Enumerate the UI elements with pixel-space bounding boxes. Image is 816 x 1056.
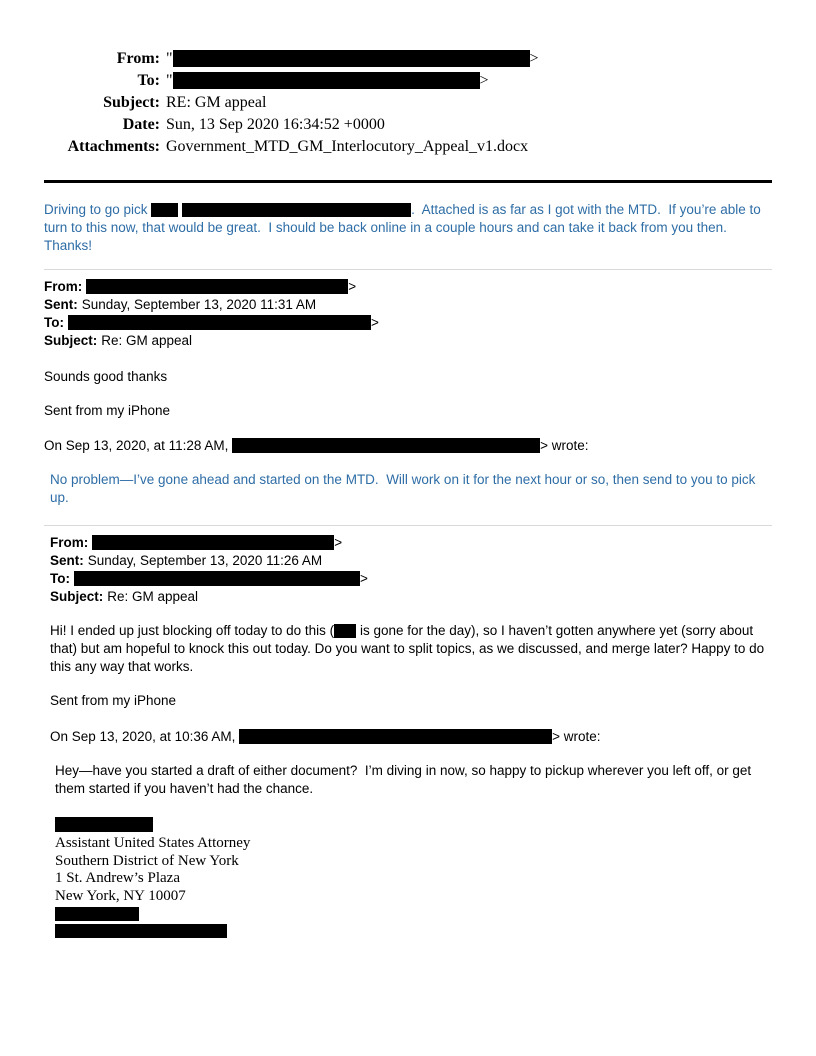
date-label: Date:	[122, 116, 160, 133]
quoted1-reply-intro	[44, 437, 772, 455]
to-angle-bracket: >	[479, 72, 489, 89]
sent-value: Sunday, September 13, 2020 11:26 AM	[87, 553, 323, 568]
quoted-header-1	[44, 278, 772, 350]
signature-block	[55, 817, 772, 938]
quote-divider-1	[44, 269, 772, 270]
quoted-header-2	[50, 534, 772, 606]
from-angle-bracket: >	[334, 535, 343, 550]
quoted1-subject-line	[44, 332, 772, 350]
quote-divider-2	[44, 525, 772, 526]
redaction-bar	[92, 535, 334, 550]
redaction-bar	[74, 571, 360, 586]
quoted2-sent-from-iphone: Sent from my iPhone	[50, 693, 177, 708]
email-header	[44, 48, 772, 158]
quoted2-intro-text-1: On Sep 13, 2020, at 10:36 AM,	[50, 729, 240, 744]
header-divider-rule	[44, 180, 772, 183]
redaction-bar	[239, 729, 552, 744]
redaction-bar	[173, 50, 530, 67]
quoted3-body: Hey—have you started a draft of either document? I’m diving in now, so happy to pickup wherever you left off, or get them started if you haven’t had the chance.	[55, 763, 755, 796]
header-row-date	[44, 114, 772, 136]
to-value	[166, 70, 489, 92]
from-quote: "	[166, 50, 173, 67]
header-row-attachments	[44, 136, 772, 158]
quoted1-intro-text-1: On Sep 13, 2020, at 11:28 AM,	[44, 438, 233, 453]
quoted2-reply-intro	[50, 728, 772, 746]
from-angle-bracket: >	[529, 50, 539, 67]
quoted2-from-line	[50, 534, 772, 552]
to-angle-bracket: >	[371, 315, 379, 330]
sent-label: Sent:	[44, 297, 78, 312]
sent-label: Sent:	[50, 553, 84, 568]
quoted2-to-line	[50, 570, 772, 588]
to-label: To:	[137, 72, 160, 89]
redaction-bar	[68, 315, 371, 330]
quoted1-to-line	[44, 314, 772, 332]
redaction-bar	[232, 438, 540, 453]
subject-value: Re: GM appeal	[101, 333, 193, 348]
sent-value: Sunday, September 13, 2020 11:31 AM	[81, 297, 317, 312]
quoted1-intro-text-2: > wrote:	[540, 438, 589, 453]
quoted1-from-line	[44, 278, 772, 296]
from-angle-bracket: >	[348, 279, 357, 294]
message-body-top	[44, 201, 772, 255]
attachments-label: Attachments:	[67, 138, 160, 155]
signature-title: Assistant United States Attorney	[55, 835, 251, 851]
to-label: To:	[44, 315, 64, 330]
quoted1-sent-from-iphone: Sent from my iPhone	[44, 403, 171, 418]
subject-label: Subject:	[103, 94, 160, 111]
redaction-bar	[182, 203, 411, 217]
from-label: From:	[116, 50, 160, 67]
redaction-bar	[334, 624, 356, 638]
header-row-from	[44, 48, 772, 70]
to-quote: "	[166, 72, 173, 89]
redaction-bar	[173, 72, 480, 89]
quoted2-body-text-2: is gone for the day), so I haven’t gotten anywhere yet (sorry about that) but am hopeful to knock this out today. Do you want to split topics, as we discussed, and merge later? Happy to do this any way that works.	[50, 623, 768, 674]
redaction-bar-signature-email	[55, 924, 227, 938]
from-value	[166, 48, 539, 70]
header-row-subject	[44, 92, 772, 114]
message-top-text-1: Driving to go pick	[44, 202, 152, 217]
quoted1-reply-body: No problem—I’ve gone ahead and started on the MTD. Will work on it for the next hour or so, then send to you to pick up.	[50, 472, 760, 505]
from-label: From:	[50, 535, 89, 550]
attachment-filename: Government_MTD_GM_Interlocutory_Appeal_v1.docx	[166, 138, 529, 155]
message-top-text-2: . Attached is as far as I got with the MTD. If you’re able to turn to this now, that would be great. I should be back online in a couple hours and can take it back from you then. Thanks!	[44, 202, 765, 253]
subject-label: Subject:	[50, 589, 104, 604]
signature-org: Southern District of New York	[55, 852, 239, 869]
redaction-bar-signature-phone	[55, 907, 139, 921]
header-row-to	[44, 70, 772, 92]
quoted2-body-text-1: Hi! I ended up just blocking off today to do this (	[50, 623, 335, 638]
quoted2-subject-line	[50, 588, 772, 606]
signature-address-line1: 1 St. Andrew’s Plaza	[55, 870, 180, 886]
subject-value: Re: GM appeal	[107, 589, 199, 604]
redaction-bar-signature-name	[55, 817, 153, 832]
date-value: Sun, 13 Sep 2020 16:34:52 +0000	[166, 116, 385, 133]
redaction-bar	[151, 203, 178, 217]
subject-label: Subject:	[44, 333, 98, 348]
to-label: To:	[50, 571, 70, 586]
to-angle-bracket: >	[360, 571, 368, 586]
quoted2-body	[50, 622, 772, 676]
quoted2-intro-text-2: > wrote:	[552, 729, 601, 744]
quoted1-body: Sounds good thanks	[44, 369, 168, 384]
signature-address-line2: New York, NY 10007	[55, 887, 186, 904]
quoted1-sent-line	[44, 296, 772, 314]
subject-value: RE: GM appeal	[166, 94, 267, 111]
quoted2-sent-line	[50, 552, 772, 570]
from-label: From:	[44, 279, 83, 294]
redaction-bar	[86, 279, 348, 294]
